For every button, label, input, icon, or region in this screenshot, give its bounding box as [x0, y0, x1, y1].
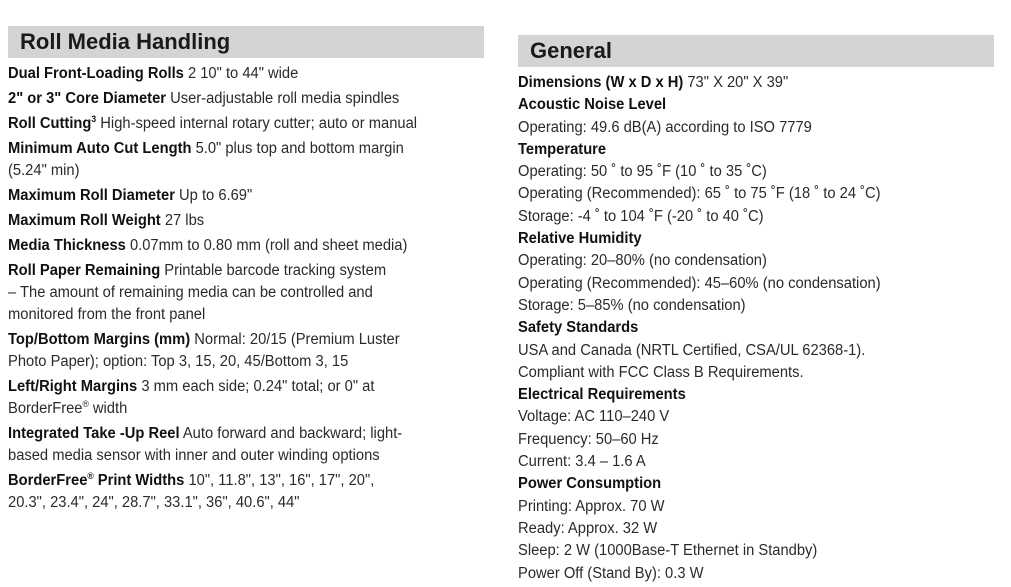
- power-line: Printing: Approx. 70 W: [518, 497, 665, 515]
- dimensions-label: Dimensions (W x D x H): [518, 74, 684, 91]
- humidity-line: Storage: 5–85% (no condensation): [518, 296, 746, 314]
- safety-standards-line: Compliant with FCC Class B Requirements.: [518, 363, 804, 381]
- spec-minimum-auto-cut-length: [8, 138, 483, 182]
- registered-mark: ®: [87, 470, 94, 481]
- spec-value-continued: monitored from the front panel: [8, 306, 206, 323]
- spec-label: Dual Front-Loading Rolls: [8, 65, 184, 82]
- spec-value: 3 mm each side; 0.24" total; or 0" at: [141, 378, 375, 395]
- dimensions-value: 73" X 20" X 39": [687, 74, 789, 91]
- spec-value-continued: 20.3", 23.4", 24", 28.7", 33.1", 36", 40.6", 44": [8, 494, 300, 511]
- spec-value: Auto forward and backward; light-: [182, 425, 403, 442]
- safety-standards-line: USA and Canada (NRTL Certified, CSA/UL 62368-1).: [518, 341, 866, 359]
- spec-label: Left/Right Margins: [8, 378, 138, 395]
- temperature-line: Storage: -4 ˚ to 104 ˚F (-20 ˚ to 40 ˚C): [518, 207, 764, 225]
- electrical-line: Voltage: AC 110–240 V: [518, 408, 670, 426]
- acoustic-noise-line: Operating: 49.6 dB(A) according to ISO 7779: [518, 118, 812, 136]
- spec-dual-front-loading-rolls: [8, 63, 483, 85]
- spec-label: Minimum Auto Cut Length: [8, 140, 192, 157]
- temperature-line: Operating: 50 ˚ to 95 ˚F (10 ˚ to 35 ˚C): [518, 163, 767, 181]
- spec-label: BorderFree® Print Widths: [8, 470, 185, 489]
- spec-value: 10", 11.8", 13", 16", 17", 20",: [188, 472, 375, 489]
- spec-borderfree-print-widths: [8, 470, 483, 514]
- electrical-line: Current: 3.4 – 1.6 A: [518, 453, 646, 471]
- section-heading-general: General: [518, 35, 994, 67]
- spec-label: Integrated Take -Up Reel: [8, 425, 180, 442]
- spec-core-diameter: [8, 88, 483, 110]
- humidity-line: Operating: 20–80% (no condensation): [518, 252, 767, 270]
- spec-value: Printable barcode tracking system: [164, 262, 387, 279]
- spec-roll-cutting: [8, 113, 483, 135]
- spec-media-thickness: [8, 235, 483, 257]
- spec-label: Top/Bottom Margins (mm): [8, 331, 191, 348]
- spec-value: 2 10" to 44" wide: [187, 65, 299, 82]
- spec-label: Roll Cutting$^3$: [8, 113, 97, 132]
- section-heading-roll-media: Roll Media Handling: [8, 26, 484, 58]
- spec-left-right-margins: [8, 376, 483, 420]
- spec-value-continued: Photo Paper); option: Top 3, 15, 20, 45/Bottom 3, 15: [8, 353, 349, 370]
- roll-media-handling-section: [8, 0, 484, 517]
- spec-value: 5.0" plus top and bottom margin: [195, 140, 404, 157]
- dimensions-row: [518, 72, 997, 94]
- temperature-line: Operating (Recommended): 65 ˚ to 75 ˚F (18 ˚ to 24 ˚C): [518, 185, 881, 203]
- general-section: [518, 0, 998, 585]
- acoustic-noise-title: Acoustic Noise Level: [518, 96, 667, 114]
- spec-value: User-adjustable roll media spindles: [170, 90, 400, 107]
- safety-standards-title: Safety Standards: [518, 319, 639, 337]
- humidity-line: Operating (Recommended): 45–60% (no condensation): [518, 274, 881, 292]
- spec-roll-paper-remaining: [8, 260, 483, 326]
- power-consumption-title: Power Consumption: [518, 475, 662, 493]
- electrical-requirements-title: Electrical Requirements: [518, 386, 686, 404]
- spec-label: Roll Paper Remaining: [8, 262, 161, 279]
- spec-maximum-roll-weight: [8, 210, 483, 232]
- spec-integrated-take-up-reel: [8, 423, 483, 467]
- spec-value: 0.07mm to 0.80 mm (roll and sheet media): [129, 237, 408, 254]
- spec-value: 27 lbs: [164, 212, 205, 229]
- footnote-marker: 3: [91, 113, 97, 124]
- electrical-line: Frequency: 50–60 Hz: [518, 430, 659, 448]
- spec-value-continued: – The amount of remaining media can be controlled and: [8, 284, 373, 301]
- spec-label: Maximum Roll Diameter: [8, 187, 175, 204]
- general-specs: [518, 72, 997, 585]
- spec-value-continued: based media sensor with inner and outer winding options: [8, 447, 380, 464]
- spec-top-bottom-margins: [8, 329, 483, 373]
- spec-value: Normal: 20/15 (Premium Luster: [194, 331, 400, 348]
- humidity-title: Relative Humidity: [518, 230, 642, 248]
- registered-mark: ®: [82, 398, 89, 409]
- power-line: Ready: Approx. 32 W: [518, 519, 658, 537]
- spec-value-continued: (5.24" min): [8, 162, 80, 179]
- spec-label: Media Thickness: [8, 237, 126, 254]
- spec-label: 2" or 3" Core Diameter: [8, 90, 167, 107]
- temperature-title: Temperature: [518, 140, 607, 158]
- spec-value: High-speed internal rotary cutter; auto or manual: [100, 115, 418, 132]
- spec-value-continued: BorderFree® width: [8, 398, 128, 417]
- power-line: Sleep: 2 W (1000Base-T Ethernet in Standby): [518, 542, 818, 560]
- power-line: Power Off (Stand By): 0.3 W: [518, 564, 704, 582]
- spec-label: Maximum Roll Weight: [8, 212, 161, 229]
- spec-maximum-roll-diameter: [8, 185, 483, 207]
- spec-value: Up to 6.69": [179, 187, 253, 204]
